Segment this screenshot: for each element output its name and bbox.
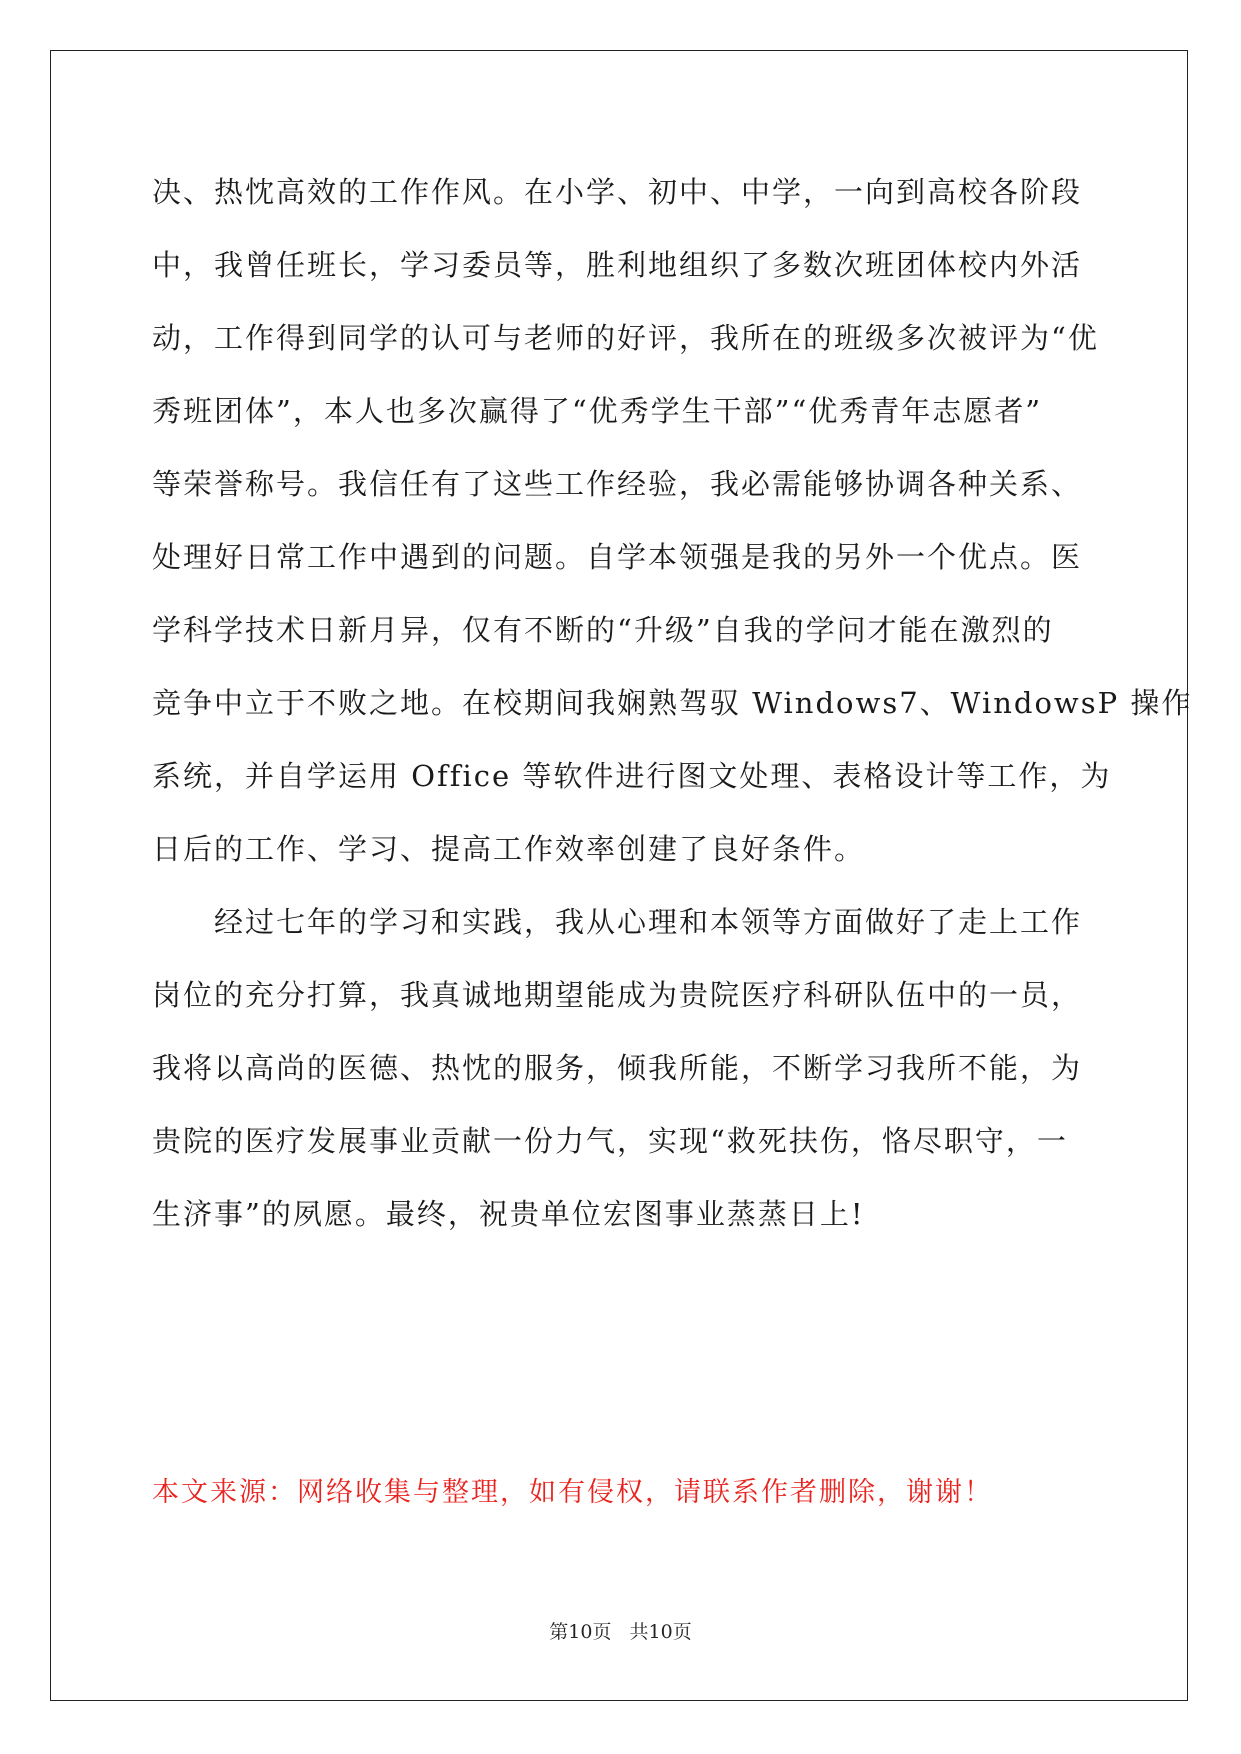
body-line: 生济事”的夙愿。最终，祝贵单位宏图事业蒸蒸日上! xyxy=(152,1197,865,1231)
body-line: 中，我曾任班长，学习委员等，胜利地组织了多数次班团体校内外活 xyxy=(152,248,1083,282)
source-note: 本文来源：网络收集与整理，如有侵权，请联系作者删除，谢谢！ xyxy=(152,1477,993,1508)
body-line-indented: 经过七年的学习和实践，我从心理和本领等方面做好了走上工作 xyxy=(214,905,1083,939)
page-number: 第10页 xyxy=(549,1621,612,1643)
body-line: 贵院的医疗发展事业贡献一份力气，实现“救死扶伤，恪尽职守，一 xyxy=(152,1124,1068,1158)
body-line: 岗位的充分打算，我真诚地期望能成为贵院医疗科研队伍中的一员， xyxy=(152,978,1083,1012)
body-line: 动，工作得到同学的认可与老师的好评，我所在的班级多次被评为“优 xyxy=(152,321,1099,355)
body-line: 我将以高尚的医德、热忱的服务，倾我所能，不断学习我所不能，为 xyxy=(152,1051,1083,1085)
body-line: 日后的工作、学习、提高工作效率创建了良好条件。 xyxy=(152,832,866,866)
page-border xyxy=(50,50,1188,1701)
page-footer xyxy=(0,1617,1241,1644)
body-line: 等荣誉称号。我信任有了这些工作经验，我必需能够协调各种关系、 xyxy=(152,467,1083,501)
body-line: 处理好日常工作中遇到的问题。自学本领强是我的另外一个优点。医 xyxy=(152,540,1083,574)
body-line: 学科学技术日新月异，仅有不断的“升级”自我的学问才能在激烈的 xyxy=(152,613,1054,647)
page-total: 共10页 xyxy=(629,1621,692,1643)
body-line: 系统，并自学运用 Office 等软件进行图文处理、表格设计等工作，为 xyxy=(152,759,1112,793)
body-line: 秀班团体”，本人也多次赢得了“优秀学生干部”“优秀青年志愿者” xyxy=(152,394,1043,428)
body-line: 决、热忱高效的工作作风。在小学、初中、中学，一向到高校各阶段 xyxy=(152,175,1083,209)
body-line: 竞争中立于不败之地。在校期间我娴熟驾驭 Windows7、WindowsP 操作 xyxy=(152,686,1193,720)
